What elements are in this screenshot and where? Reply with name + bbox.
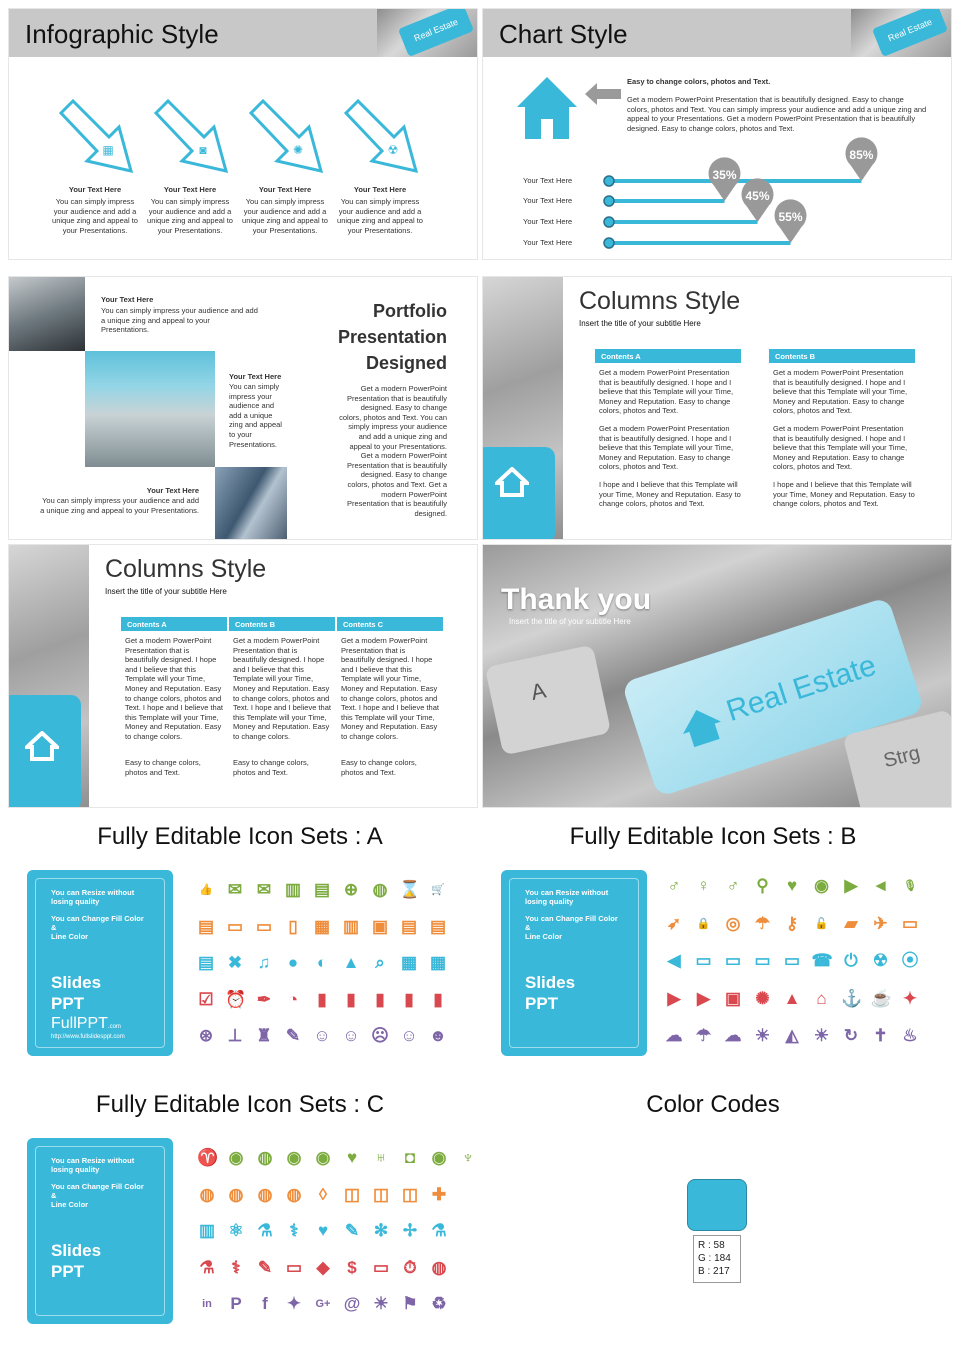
icon-setA-1-5: ▥ [342,916,360,936]
icon-set-a-title: Fully Editable Icon Sets : A [97,823,383,850]
icon-setB-0-4: ♥ [786,876,798,895]
icon-setB-3-4: ▲ [783,988,801,1008]
icon-setC-0-6: ♅ [374,1148,388,1167]
slide-columns-two [482,276,952,540]
icon-setC-0-5: ♥ [346,1148,358,1167]
icon-setB-1-7: ✈ [873,913,888,933]
icon-setA-0-0: 👍 [199,884,213,896]
icon-setC-3-2: ✎ [257,1257,273,1277]
column-paragraph: Get a modern PowerPoint Presentation that is beautifully designed. I hope and I believe that this Template will your Time, Money and Reputation. Easy to change colors, photos and Text. [599,368,734,416]
building-photo [215,467,287,540]
icon-setA-2-2: ♫ [257,953,271,972]
icon-setA-4-4: ☺ [313,1026,331,1045]
item-heading: Your Text Here [353,185,407,194]
column-paragraph: Get a modern PowerPoint Presentation that is beautifully designed. I hope and I believe that this Template will your Time, Money and Reputation. Easy to change colors, photos and Text. [773,368,908,416]
icon-setB-3-6: ⚓ [841,988,863,1008]
keyboard-thumbnail [851,9,951,57]
keyboard-thumbnail [377,9,477,57]
icon-setC-3-0: ⚗ [199,1257,215,1277]
panel-line: & [525,923,531,932]
columns-subtitle: Insert the title of your subtitle Here [105,587,227,596]
column-paragraph: Get a modern PowerPoint Presentation that is beautifully designed. I hope and I believe that this Template will your Time, Money and Reputation. Easy to change colors, photos and Text. [599,424,734,472]
icon-setB-0-6: ▶ [844,876,858,895]
key-a-label: A [528,677,549,706]
item-heading: Your Text Here [163,185,217,194]
icon-setC-1-3: ◍ [286,1184,302,1204]
icon-setA-1-2: ▭ [255,916,273,936]
panel-line: You can Resize without [51,1156,135,1165]
icon-setA-3-5: ▮ [346,989,356,1009]
progress-bar [609,220,758,224]
icon-setA-1-0: ▤ [197,916,215,936]
value-label: 45% [745,189,770,203]
icon-set-b-panel [501,870,647,1056]
icon-setC-2-3: ⚕ [289,1221,299,1240]
column-paragraph: Easy to change colors, photos and Text. [341,758,417,777]
house-icon [674,700,730,752]
columns-subtitle: Insert the title of your subtitle Here [579,319,701,328]
icon-setA-4-3: ✎ [285,1026,301,1045]
icon-setC-0-3: ◉ [286,1148,302,1167]
icon-setC-1-5: ◫ [343,1184,361,1204]
real-estate-label: Real Estate [722,648,881,729]
slide-columns-three [8,544,478,808]
icon-setB-0-2: ♂ [726,876,740,895]
icon-setA-4-2: ♜ [256,1026,272,1045]
icon-setA-2-8: ▦ [429,953,447,972]
icon-setB-3-0: ▶ [667,988,681,1008]
portfolio-title-3: Designed [365,353,447,373]
house-icon [25,731,59,761]
brand-logo [51,1015,121,1033]
panel-line: losing quality [51,1165,100,1174]
panel-line: Line Color [51,932,89,941]
icon-set-a-panel [27,870,173,1056]
icon-setC-4-4: G+ [315,1298,331,1310]
keyboard-key-a [485,645,611,756]
bar-start-dot [604,196,614,206]
slide-thank-you [482,544,952,808]
icon-setA-0-4: ▤ [313,880,331,899]
icon-setC-0-4: ◉ [315,1148,331,1167]
panel-big-text: Slides [51,973,102,992]
keyboard-side-photo [483,277,563,540]
icon-setC-4-6: ☀ [373,1294,389,1313]
icon-setC-0-7: ◘ [404,1148,416,1167]
icon-setB-4-2: ☁ [724,1026,742,1045]
icon-setC-2-2: ⚗ [257,1221,273,1240]
icon-setA-4-8: ☻ [429,1026,447,1045]
item-body: You can simply impress your audience and add a unique zing and appeal to your Presentations. [147,197,233,235]
icon-setB-0-8: 🎙 [903,880,917,892]
icon-setA-4-5: ☺ [342,1026,360,1045]
panel-big-text: PPT [51,1262,85,1281]
icon-setA-3-2: ✒ [256,989,272,1009]
key-strg-label: Strg [881,741,923,773]
item-heading: Your Text Here [258,185,312,194]
icon-setA-2-5: ▲ [342,953,360,972]
icon-setA-3-7: ▮ [404,989,414,1009]
icon-setB-0-1: ♀ [697,876,710,895]
column-paragraph: Get a modern PowerPoint Presentation that is beautifully designed. I hope and I believe that this Template will your Time, Money and Reputation. Easy to change colors, photos and Text. [773,424,908,472]
brand-suffix: .com [107,1024,121,1030]
icon-setB-3-2: ▣ [724,988,742,1008]
panel-big-text: PPT [51,994,85,1013]
portfolio-title-1: Portfolio [373,301,447,321]
gear-icon: ✺ [292,143,304,157]
icon-setB-1-0: ➶ [666,913,682,933]
icon-setB-4-5: ☀ [813,1026,830,1045]
icon-setC-1-8: ✚ [431,1184,447,1204]
column-header: Contents A [121,617,227,631]
icon-setA-0-1: ✉ [227,880,243,899]
panel-line: You can Change Fill Color [51,1182,144,1191]
icon-setB-0-7: ◄ [872,876,889,895]
panel-line: Line Color [525,932,563,941]
icon-setA-0-6: ◍ [372,880,388,899]
panel-line: Line Color [51,1200,89,1209]
rgb-r: R : 58 [698,1240,725,1251]
icon-setA-2-1: ✖ [227,953,243,972]
icon-setB-1-4: ⚷ [785,913,799,933]
icon-setC-3-4: ◆ [316,1257,330,1277]
radiation-icon: ☢ [387,143,399,157]
item-heading: Your Text Here [68,185,122,194]
color-codes-title: Color Codes [646,1091,780,1118]
panel-big-text: Slides [51,1241,102,1260]
brand-url: http://www.fullslidesppt.com [51,1034,125,1040]
icon-setA-0-2: ✉ [256,880,272,899]
rgb-g: G : 184 [698,1253,731,1264]
row-label: Your Text Here [523,196,573,205]
icon-setB-2-0: ◀ [667,951,681,970]
icon-setA-1-6: ▣ [371,916,389,936]
icon-setA-3-0: ☑ [198,989,214,1009]
icon-setC-0-9: ♆ [461,1148,475,1167]
columns-title: Columns Style [579,287,741,315]
icon-setC-4-5: @ [343,1294,361,1313]
panel-big-text: PPT [525,994,559,1013]
column-paragraph: Get a modern PowerPoint Presentation that is beautifully designed. I hope and I believe that this Template will your Time, Money and Reputation. Easy to change colors, photos and Text. I hope and I believe that this Template will your Time, Money and Reputation. Easy to change colors. [341,636,439,741]
icon-setA-0-8: 🛒 [431,884,445,896]
icon-setB-2-6: ⏻ [844,951,858,970]
icon-setB-2-3: ▭ [754,951,771,970]
arrow-shape [247,99,327,175]
icon-setA-4-0: ⊛ [198,1026,214,1045]
icon-setC-2-1: ⚛ [228,1221,244,1240]
calendar-icon: ▦ [102,143,114,157]
icon-setB-2-8: ⦿ [901,951,919,970]
panel-big-text: Slides [525,973,576,992]
icon-setC-2-5: ✎ [344,1221,360,1240]
item-body: You can simply impress your audience and add a unique zing and appeal to your Presentations. [337,197,423,235]
text-1-head: Your Text Here [101,295,154,304]
icon-setC-0-1: ◉ [228,1148,244,1167]
column-paragraph: Get a modern PowerPoint Presentation that is beautifully designed. I hope and I believe that this Template will your Time, Money and Reputation. Easy to change colors, photos and Text. I hope and I believe that this Template will your Time, Money and Reputation. Easy to change colors. [233,636,331,741]
icon-setA-2-3: ● [287,953,299,972]
arrow-left-icon [585,83,621,105]
icon-setA-4-6: ☹ [371,1026,389,1045]
icon-setB-1-5: 🔓 [814,917,829,930]
panel-line: You can Change Fill Color [51,914,144,923]
icon-setC-3-1: ⚕ [231,1257,241,1277]
item-body: You can simply impress your audience and add a unique zing and appeal to your Presentations. [242,197,328,235]
panel-line: losing quality [525,897,574,906]
icon-setA-0-3: ▥ [284,880,302,899]
icon-setC-0-8: ◉ [431,1148,447,1167]
text-3-body: You can simply impress your audience and add a unique zing and appeal to your Presentations. [40,496,199,515]
value-label: 55% [778,210,803,224]
icon-setC-3-5: $ [347,1257,357,1277]
icon-setB-2-5: ☎ [811,951,833,970]
thank-you-subtitle: Insert the title of your subtitle Here [509,617,631,626]
icon-setB-4-3: ☀ [754,1026,771,1045]
slide-infographic [8,8,478,260]
row-label: Your Text Here [523,176,573,185]
rgb-b: B : 217 [698,1266,730,1277]
icon-setC-3-6: ▭ [372,1257,390,1277]
slide-title: Infographic Style [25,19,219,49]
icon-setC-2-7: ✢ [402,1221,418,1240]
arrow-shape [57,99,137,175]
icon-setA-0-7: ⌛ [399,880,421,899]
office-photo-1 [9,277,85,351]
icon-setC-1-2: ◍ [257,1184,273,1204]
icon-setA-3-4: ▮ [317,989,327,1009]
bar-start-dot [604,176,614,186]
icon-setC-0-2: ◍ [257,1148,273,1167]
icon-setB-4-7: ✝ [873,1026,888,1045]
icon-setB-2-2: ▭ [724,951,742,970]
progress-bar [609,241,791,245]
thank-you-title: Thank you [501,583,652,616]
icon-set-c-title: Fully Editable Icon Sets : C [95,1091,385,1118]
column-header: Contents C [337,617,443,631]
icon-setB-2-4: ▭ [783,951,801,970]
real-estate-key: Real Estate [872,9,948,57]
rgb-box [693,1235,741,1283]
icon-setC-1-6: ◫ [372,1184,390,1204]
panel-line: losing quality [51,897,100,906]
text-3-head: Your Text Here [146,486,199,495]
row-label: Your Text Here [523,217,573,226]
bar-start-dot [604,217,614,227]
panel-line: You can Resize without [51,888,135,897]
color-swatch [687,1179,747,1231]
icon-setB-1-6: ▰ [844,913,858,933]
value-label: 35% [712,168,737,182]
icon-setC-2-6: ✻ [373,1221,389,1240]
icon-setB-0-3: ⚲ [756,876,769,895]
camera-icon: ◙ [199,143,207,157]
icon-setC-4-0: in [202,1298,212,1310]
icon-setC-1-1: ◍ [228,1184,244,1204]
icon-setB-1-2: ◎ [725,913,741,933]
icon-setA-3-1: ⏰ [225,989,247,1009]
panel-line: & [51,923,57,932]
column-header: Contents B [769,349,915,363]
icon-setB-4-8: ♨ [902,1026,918,1045]
icon-setB-3-1: ▶ [696,988,711,1008]
value-label: 85% [849,148,874,162]
icon-setB-3-8: ✦ [902,988,918,1008]
icon-setB-1-1: 🔒 [696,917,711,930]
text-2-body: You can simply impress your audience and add a unique zing and appeal to your Presentations. [229,382,282,449]
icon-setA-2-7: ▦ [400,953,418,972]
icon-setA-4-1: ⊥ [227,1026,243,1045]
icon-setA-4-7: ☺ [400,1026,418,1045]
column-paragraph: Easy to change colors, photos and Text. [233,758,309,777]
icon-setC-4-7: ⚑ [402,1294,418,1313]
icon-setC-2-8: ⚗ [431,1221,447,1240]
icon-setB-4-6: ↻ [843,1026,859,1045]
real-estate-key: Real Estate [398,9,474,57]
icon-setB-2-1: ▭ [695,951,712,970]
icon-setB-0-0: ♂ [667,876,681,895]
icon-setB-2-7: ☢ [872,951,889,970]
arrow-shape [152,99,232,175]
icon-setB-4-0: ☁ [665,1026,683,1045]
portfolio-title-2: Presentation [337,327,447,347]
icon-setB-4-1: ☂ [695,1026,712,1045]
slide-portfolio [8,276,478,540]
icon-setC-4-2: f [262,1294,268,1313]
icon-set-c-panel [27,1138,173,1324]
icon-setB-3-3: ✺ [755,988,770,1008]
icon-set-b-title: Fully Editable Icon Sets : B [569,823,857,850]
chart-heading: Easy to change colors, photos and Text. [627,77,771,86]
icon-setB-3-7: ☕ [870,988,892,1008]
icon-setA-1-3: ▯ [288,916,298,936]
icon-setA-2-4: ◐ [316,953,328,972]
icon-setC-4-8: ♻ [431,1294,447,1313]
icon-setC-2-0: ▥ [198,1221,216,1240]
icon-setC-4-1: P [230,1294,242,1313]
icon-setA-2-0: ▤ [197,953,215,972]
column-header: Contents B [229,617,335,631]
slide-chart [482,8,952,260]
bar-start-dot [604,238,614,248]
text-1-body: You can simply impress your audience and add a unique zing and appeal to your Presentations. [101,306,258,335]
columns-title: Columns Style [105,555,267,583]
brand-name: FullPPT [51,1015,108,1032]
panel-line: You can Resize without [525,888,609,897]
icon-setA-3-8: ▮ [433,989,443,1009]
icon-setA-1-7: ▤ [400,916,418,936]
progress-bar [609,199,725,203]
keyboard-side-photo [9,545,89,808]
icon-setC-1-4: ◊ [318,1184,328,1204]
icon-setB-1-8: ▭ [901,913,919,933]
icon-setC-3-8: ◍ [431,1257,447,1277]
icon-setA-3-6: ▮ [375,989,385,1009]
icon-setC-1-0: ◍ [199,1184,215,1204]
icon-setA-0-5: ⊕ [343,880,359,899]
column-header: Contents A [595,349,741,363]
panel-line: & [51,1191,57,1200]
icon-setA-2-6: ⌕ [375,953,385,972]
icon-setC-4-3: ✦ [286,1294,302,1313]
icon-setC-3-7: ⏱ [403,1257,417,1277]
column-paragraph: Easy to change colors, photos and Text. [125,758,201,777]
icon-setB-0-5: ◉ [814,876,829,895]
slide-title: Chart Style [499,19,628,49]
icon-setA-1-8: ▤ [429,916,447,936]
column-paragraph: I hope and I believe that this Template will your Time, Money and Reputation. Easy to change colors, photos and Text. [599,480,741,509]
column-paragraph: I hope and I believe that this Template will your Time, Money and Reputation. Easy to change colors, photos and Text. [773,480,915,509]
icon-setB-1-3: ☂ [754,913,771,933]
item-body: You can simply impress your audience and add a unique zing and appeal to your Presentations. [52,197,138,235]
office-photo-2 [85,351,215,467]
icon-setC-1-7: ◫ [401,1184,419,1204]
panel-line: You can Change Fill Color [525,914,618,923]
icon-setC-2-4: ♥ [317,1221,329,1240]
portfolio-body: Get a modern PowerPoint Presentation that is beautifully designed. Easy to change colors, photos and Text. You can simply impress your audience and add a unique zing and appeal to your Presentations. Get a modern PowerPoint Presentation that is beautifully designed. Easy to change colors, photos and Text. Get a modern PowerPoint Presentation that is beautifully designed. [339,384,447,518]
icon-setB-3-5: ⌂ [816,988,827,1008]
house-icon [495,467,529,497]
icon-setC-0-0: ♈ [197,1148,219,1167]
icon-setA-1-1: ▭ [226,916,244,936]
icon-setA-3-3: ◔ [287,989,299,1009]
icon-setB-4-4: ◭ [785,1026,799,1045]
arrow-shape [342,99,422,175]
row-label: Your Text Here [523,238,573,247]
chart-body: Get a modern PowerPoint Presentation that is beautifully designed. Easy to change colors, photos and Text. You can simply impress your audience and add a unique zing and appeal to your Presentations. Get a modern PowerPoint Presentation that is beautifully designed. Easy to change colors, photos and Text. [627,95,927,133]
column-paragraph: Get a modern PowerPoint Presentation that is beautifully designed. I hope and I believe that this Template will your Time, Money and Reputation. Easy to change colors, photos and Text. I hope and I believe that this Template will your Time, Money and Reputation. Easy to change colors. [125,636,223,741]
icon-setA-1-4: ▦ [313,916,331,936]
icon-setC-3-3: ▭ [285,1257,303,1277]
text-2-head: Your Text Here [229,372,282,381]
